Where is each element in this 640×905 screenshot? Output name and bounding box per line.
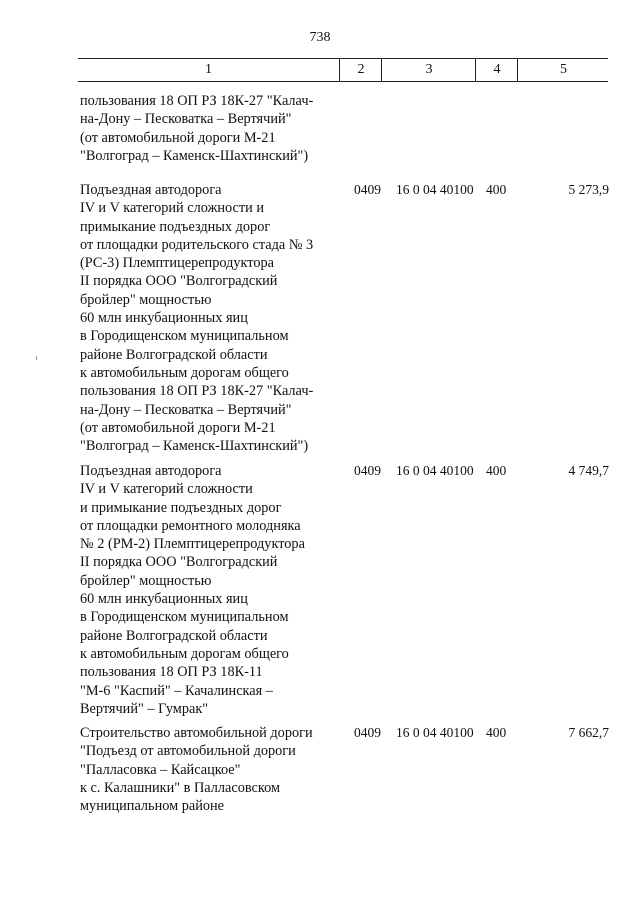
description-line: районе Волгоградской области: [80, 627, 268, 644]
row-description: [80, 181, 350, 455]
description-line: от площадки родительского стада № 3: [80, 236, 314, 253]
description-line: "Подъезд от автомобильной дороги: [80, 743, 296, 760]
column-header-5: 5: [517, 59, 609, 81]
description-line: к автомобильным дорогам общего: [80, 645, 289, 662]
description-line: на-Дону – Песковатка – Вертячий": [80, 111, 292, 128]
description-line: к с. Калашники" в Палласовском: [80, 779, 281, 796]
row-description: [80, 92, 350, 165]
expense-type-code: 400: [486, 182, 507, 197]
target-article-code: 16 0 04 40100: [396, 182, 474, 197]
table-header: [78, 58, 608, 82]
description-line: пользования 18 ОП РЗ 18К-27 "Калач-: [80, 93, 314, 109]
description-line: II порядка ООО "Волгоградский: [80, 554, 278, 571]
description-line: в Городищенском муниципальном: [80, 609, 289, 626]
description-line: "Палласовка – Кайсацкое": [80, 761, 241, 778]
target-article-code: 16 0 04 40100: [396, 725, 474, 740]
description-line: IV и V категорий сложности: [80, 481, 253, 498]
section-code: 0409: [354, 182, 381, 197]
page-number: 738: [309, 30, 331, 45]
margin-mark: [36, 356, 37, 360]
description-line: (РС-3) Племптицерепродуктора: [80, 255, 274, 272]
amount: 5 273,9: [568, 182, 609, 197]
description-line: в Городищенском муниципальном: [80, 328, 289, 345]
amount: 7 662,7: [568, 725, 609, 740]
column-header-1: 1: [205, 62, 212, 77]
description-line: Строительство автомобильной дороги: [80, 725, 313, 741]
row-description: [80, 462, 350, 718]
column-header-3: 3: [381, 59, 476, 81]
description-line: "Волгоград – Каменск-Шахтинский"): [80, 147, 309, 164]
target-article-code: 16 0 04 40100: [396, 463, 474, 478]
description-line: Вертячий" – Гумрак": [80, 700, 209, 717]
expense-type-code: 400: [486, 725, 507, 740]
description-line: примыкание подъездных дорог: [80, 218, 271, 235]
description-line: к автомобильным дорогам общего: [80, 364, 289, 381]
description-line: и примыкание подъездных дорог: [80, 499, 282, 516]
description-line: бройлер" мощностью: [80, 291, 212, 308]
description-line: пользования 18 ОП РЗ 18К-11: [80, 664, 263, 681]
section-code: 0409: [354, 725, 381, 740]
description-line: районе Волгоградской области: [80, 346, 268, 363]
row-description: [80, 724, 350, 815]
amount: 4 749,7: [568, 463, 609, 478]
column-header-4: 4: [475, 59, 518, 81]
description-line: "Волгоград – Каменск-Шахтинский"): [80, 438, 309, 455]
description-line: бройлер" мощностью: [80, 572, 212, 589]
expense-type-code: 400: [486, 463, 507, 478]
description-line: муниципальном районе: [80, 798, 225, 815]
section-code: 0409: [354, 463, 381, 478]
description-line: на-Дону – Песковатка – Вертячий": [80, 401, 292, 418]
description-line: Подъездная автодорога: [80, 182, 222, 198]
column-header-2: 2: [339, 59, 382, 81]
description-line: 60 млн инкубационных яиц: [80, 591, 248, 608]
description-line: пользования 18 ОП РЗ 18К-27 "Калач-: [80, 383, 314, 400]
description-line: от площадки ремонтного молодняка: [80, 517, 301, 534]
description-line: (от автомобильной дороги М-21: [80, 129, 276, 146]
description-line: Подъездная автодорога: [80, 463, 222, 479]
description-line: № 2 (РМ-2) Племптицерепродуктора: [80, 536, 305, 553]
description-line: (от автомобильной дороги М-21: [80, 419, 276, 436]
description-line: "М-6 "Каспий" – Качалинская –: [80, 682, 273, 699]
description-line: 60 млн инкубационных яиц: [80, 310, 248, 327]
description-line: IV и V категорий сложности и: [80, 200, 265, 217]
description-line: II порядка ООО "Волгоградский: [80, 273, 278, 290]
